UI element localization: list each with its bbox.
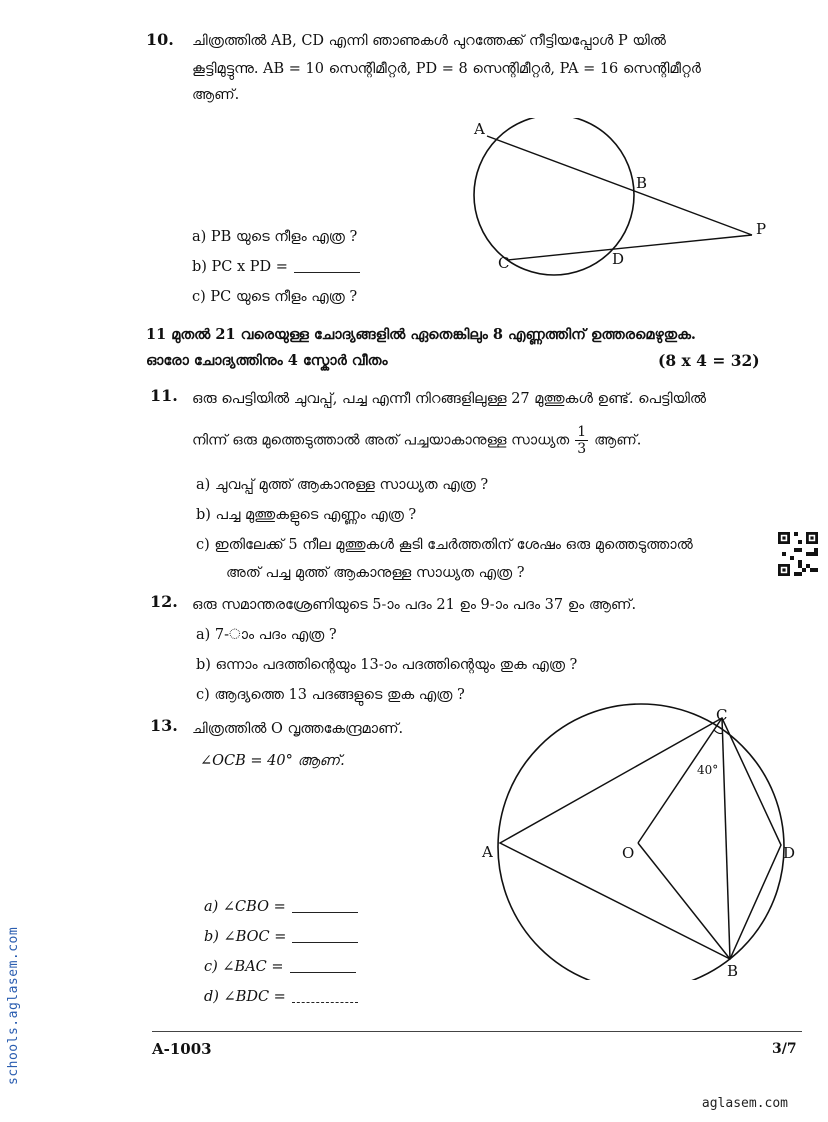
q13-circle (498, 704, 784, 980)
q13-radius-ob (638, 843, 730, 959)
answer-blank (292, 988, 358, 1003)
q13-circle-diagram (478, 700, 808, 980)
footer-page-number: 3/7 (772, 1041, 797, 1057)
q13-number: 13. (150, 716, 178, 735)
q11-part-b: b) പച്ച മുത്തുകളുടെ എണ്ണം എത്ര ? (196, 507, 417, 523)
q11-part-c-line-1: c) ഇതിലേക്ക് 5 നീല മുത്തുകൾ കൂടി ചേർത്തതിന് ശേഷം ഒരു മുത്തെടുത്താൽ (196, 537, 693, 553)
q10-circle (474, 118, 634, 275)
q10-label-a: A (474, 120, 485, 138)
bottom-watermark: aglasem.com (701, 1096, 788, 1111)
section-score: (8 x 4 = 32) (658, 351, 760, 370)
q13-part-b (204, 926, 358, 948)
q10-line-2: കൂട്ടിമുട്ടുന്നു. AB = 10 സെന്റിമീറ്റർ, PD = 8 സെന്റിമീറ്റർ, PA = 16 സെന്റിമീറ്റർ (192, 61, 701, 77)
q11-line-1: ഒരു പെട്ടിയിൽ ചുവപ്പ്, പച്ച എന്നീ നിറങ്ങളിലുള്ള 27 മുത്തുകൾ ഉണ്ട്. പെട്ടിയിൽ (192, 391, 707, 407)
footer-divider (152, 1031, 802, 1032)
q13-label-o: O (622, 844, 635, 862)
q11-fraction-numerator: 1 (577, 424, 587, 440)
q10-label-d: D (612, 250, 625, 268)
q13-label-d: D (783, 844, 796, 862)
q13-chord-cb (722, 718, 730, 959)
q10-line-1: ചിത്രത്തിൽ AB, CD എന്നി ഞാണുകൾ പുറത്തേക്ക് നീട്ടിയപ്പോൾ P യിൽ (192, 33, 666, 49)
answer-blank (290, 958, 356, 973)
footer-code: A-1003 (152, 1040, 212, 1058)
q13-part-d (204, 986, 358, 1008)
section-instruction-line-1: 11 മുതൽ 21 വരെയുള്ള ചോദ്യങ്ങളിൽ ഏതെങ്കിലും 8 എണ്ണത്തിന് ഉത്തരമെഴുതുക. (146, 326, 696, 343)
q10-label-c: C (498, 254, 510, 272)
q10-line-3: ആണ്. (192, 87, 240, 103)
q13-angle-arc (714, 730, 723, 734)
q10-part-a: a) PB യുടെ നീളം എത്ര ? (192, 229, 358, 245)
q10-line-cp (507, 235, 752, 260)
section-instruction-line-2: ഓരോ ചോദ്യത്തിനും 4 സ്കോർ വീതം (146, 352, 388, 369)
q12-number: 12. (150, 592, 178, 611)
q13-label-a: A (482, 843, 493, 861)
q11-line-2-pre: നിന്ന് ഒരു മുത്തെടുത്താൽ അത് പച്ചയാകാനുള്ള സാധ്യത (192, 432, 570, 449)
q10-part-b (192, 256, 360, 278)
q10-label-p: P (756, 220, 767, 238)
answer-blank (292, 928, 358, 943)
qr-code-icon (778, 531, 818, 577)
q10-line-ap (487, 136, 752, 235)
q13-part-a (204, 896, 358, 918)
q12-part-a: a) 7-ാം പദം എത്ര ? (196, 627, 337, 643)
q13-part-b-text: b) ∠BOC = (204, 929, 287, 945)
q11-line-2 (192, 424, 641, 457)
q13-radius-oc (638, 718, 722, 843)
q10-part-c: c) PC യുടെ നീളം എത്ര ? (192, 289, 358, 305)
q13-label-c: C (716, 706, 728, 724)
q12-part-b: b) ഒന്നാം പദത്തിന്റെയും 13-ാം പദത്തിന്റെയും തുക എത്ര ? (196, 657, 578, 673)
q10-part-b-text: b) PC x PD = (192, 259, 288, 275)
q11-part-c-line-2: അത് പച്ച മുത്ത് ആകാനുള്ള സാധ്യത എത്ര ? (226, 565, 525, 581)
q13-line-2: ∠OCB = 40° ആണ്. (200, 753, 345, 769)
q13-line-1: ചിത്രത്തിൽ O വൃത്തകേന്ദ്രമാണ്. (192, 721, 404, 737)
q11-number: 11. (150, 386, 178, 405)
side-watermark: schools.aglasem.com (6, 926, 21, 1085)
answer-blank (292, 898, 358, 913)
q13-label-b: B (727, 962, 739, 980)
q10-circle-diagram (460, 118, 780, 278)
q13-part-a-text: a) ∠CBO = (204, 899, 286, 915)
q13-angle-label: 40° (697, 763, 719, 777)
q11-part-a: a) ചുവപ്പ് മുത്ത് ആകാനുള്ള സാധ്യത എത്ര ? (196, 477, 489, 493)
q11-line-2-post: ആണ്. (594, 432, 642, 449)
q10-number: 10. (146, 30, 174, 49)
q12-part-c: c) ആദ്യത്തെ 13 പദങ്ങളുടെ തുക എത്ര ? (196, 687, 465, 703)
q10-label-b: B (636, 174, 648, 192)
q13-part-d-text: d) ∠BDC = (204, 989, 286, 1005)
q13-part-c (204, 956, 356, 978)
q11-fraction-denominator: 3 (577, 441, 587, 457)
q11-fraction (575, 424, 588, 457)
answer-blank (294, 258, 360, 273)
q13-part-c-text: c) ∠BAC = (204, 959, 284, 975)
q12-line-1: ഒരു സമാന്തരശ്രേണിയുടെ 5-ാം പദം 21 ഉം 9-ാം പദം 37 ഉം ആണ്. (192, 597, 637, 613)
